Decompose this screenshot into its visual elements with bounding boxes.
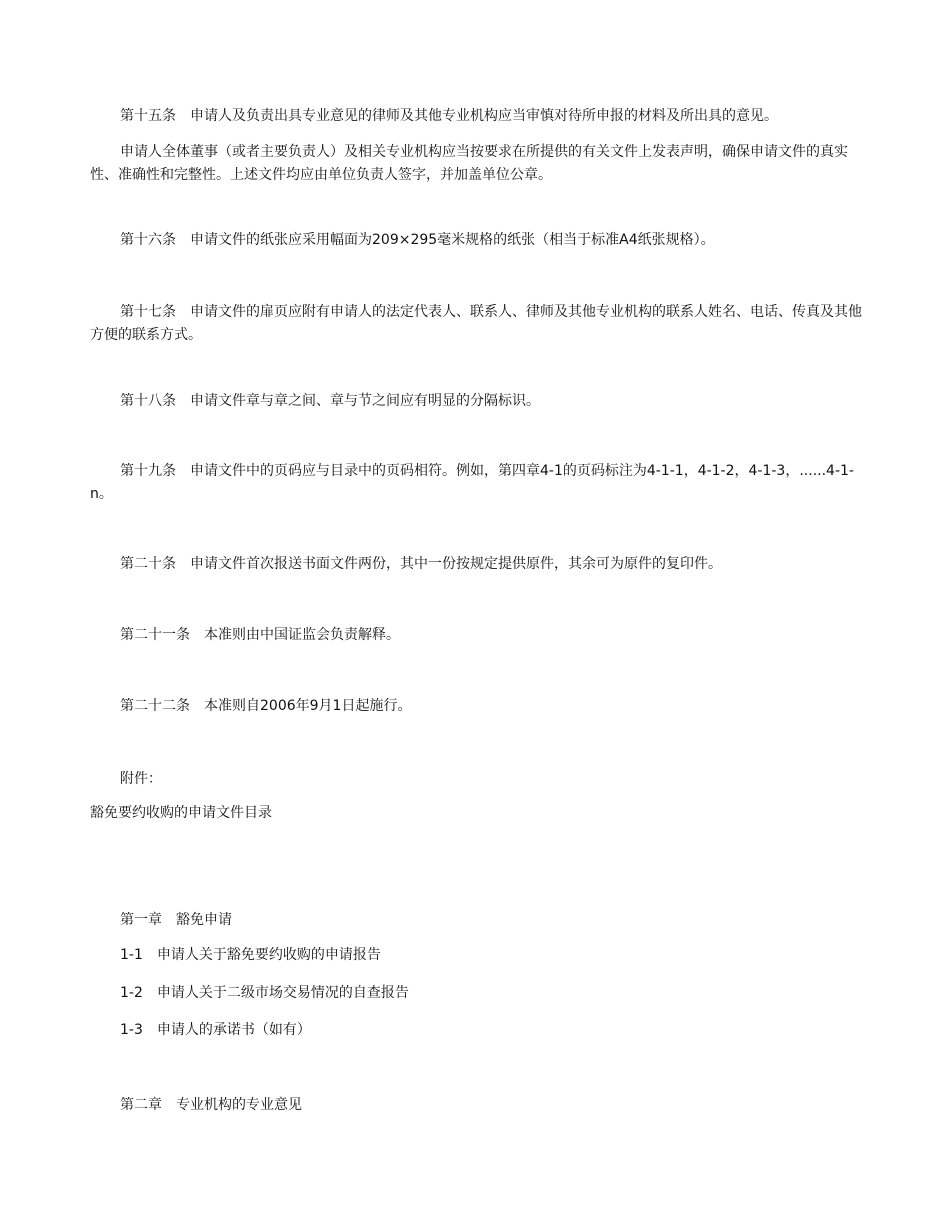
article-21: 第二十一条 本准则由中国证监会负责解释。 [120,627,400,643]
toc-item-1-2: 1-2 申请人关于二级市场交易情况的自查报告 [120,985,409,1001]
chapter-1-heading: 第一章 豁免申请 [120,912,232,928]
attachment-title: 豁免要约收购的申请文件目录 [90,805,272,821]
attachment-label: 附件： [120,771,162,787]
article-19: 第十九条 申请文件中的页码应与目录中的页码相符。例如，第四章4-1的页码标注为4-1-1，4-1-2，4-1-3，......4-1-n。 [90,463,854,502]
article-15: 第十五条 申请人及负责出具专业意见的律师及其他专业机构应当审慎对待所申报的材料及所出具的意见。 [120,108,778,124]
toc-item-1-3: 1-3 申请人的承诺书（如有） [120,1022,311,1038]
article-16: 第十六条 申请文件的纸张应采用幅面为209×295毫米规格的纸张（相当于标准A4纸张规格）。 [120,232,715,248]
article-17: 第十七条 申请文件的扉页应附有申请人的法定代表人、联系人、律师及其他专业机构的联系人姓名、电话、传真及其他方便的联系方式。 [90,304,862,343]
toc-item-1-1: 1-1 申请人关于豁免要约收购的申请报告 [120,947,381,963]
chapter-2-heading: 第二章 专业机构的专业意见 [120,1097,302,1113]
article-22: 第二十二条 本准则自2006年9月1日起施行。 [120,698,412,714]
article-15-statement: 申请人全体董事（或者主要负责人）及相关专业机构应当按要求在所提供的有关文件上发表声明，确保申请文件的真实性、准确性和完整性。上述文件均应由单位负责人签字，并加盖单位公章。 [90,144,848,183]
article-20: 第二十条 申请文件首次报送书面文件两份，其中一份按规定提供原件，其余可为原件的复印件。 [120,556,722,572]
article-18: 第十八条 申请文件章与章之间、章与节之间应有明显的分隔标识。 [120,393,540,409]
